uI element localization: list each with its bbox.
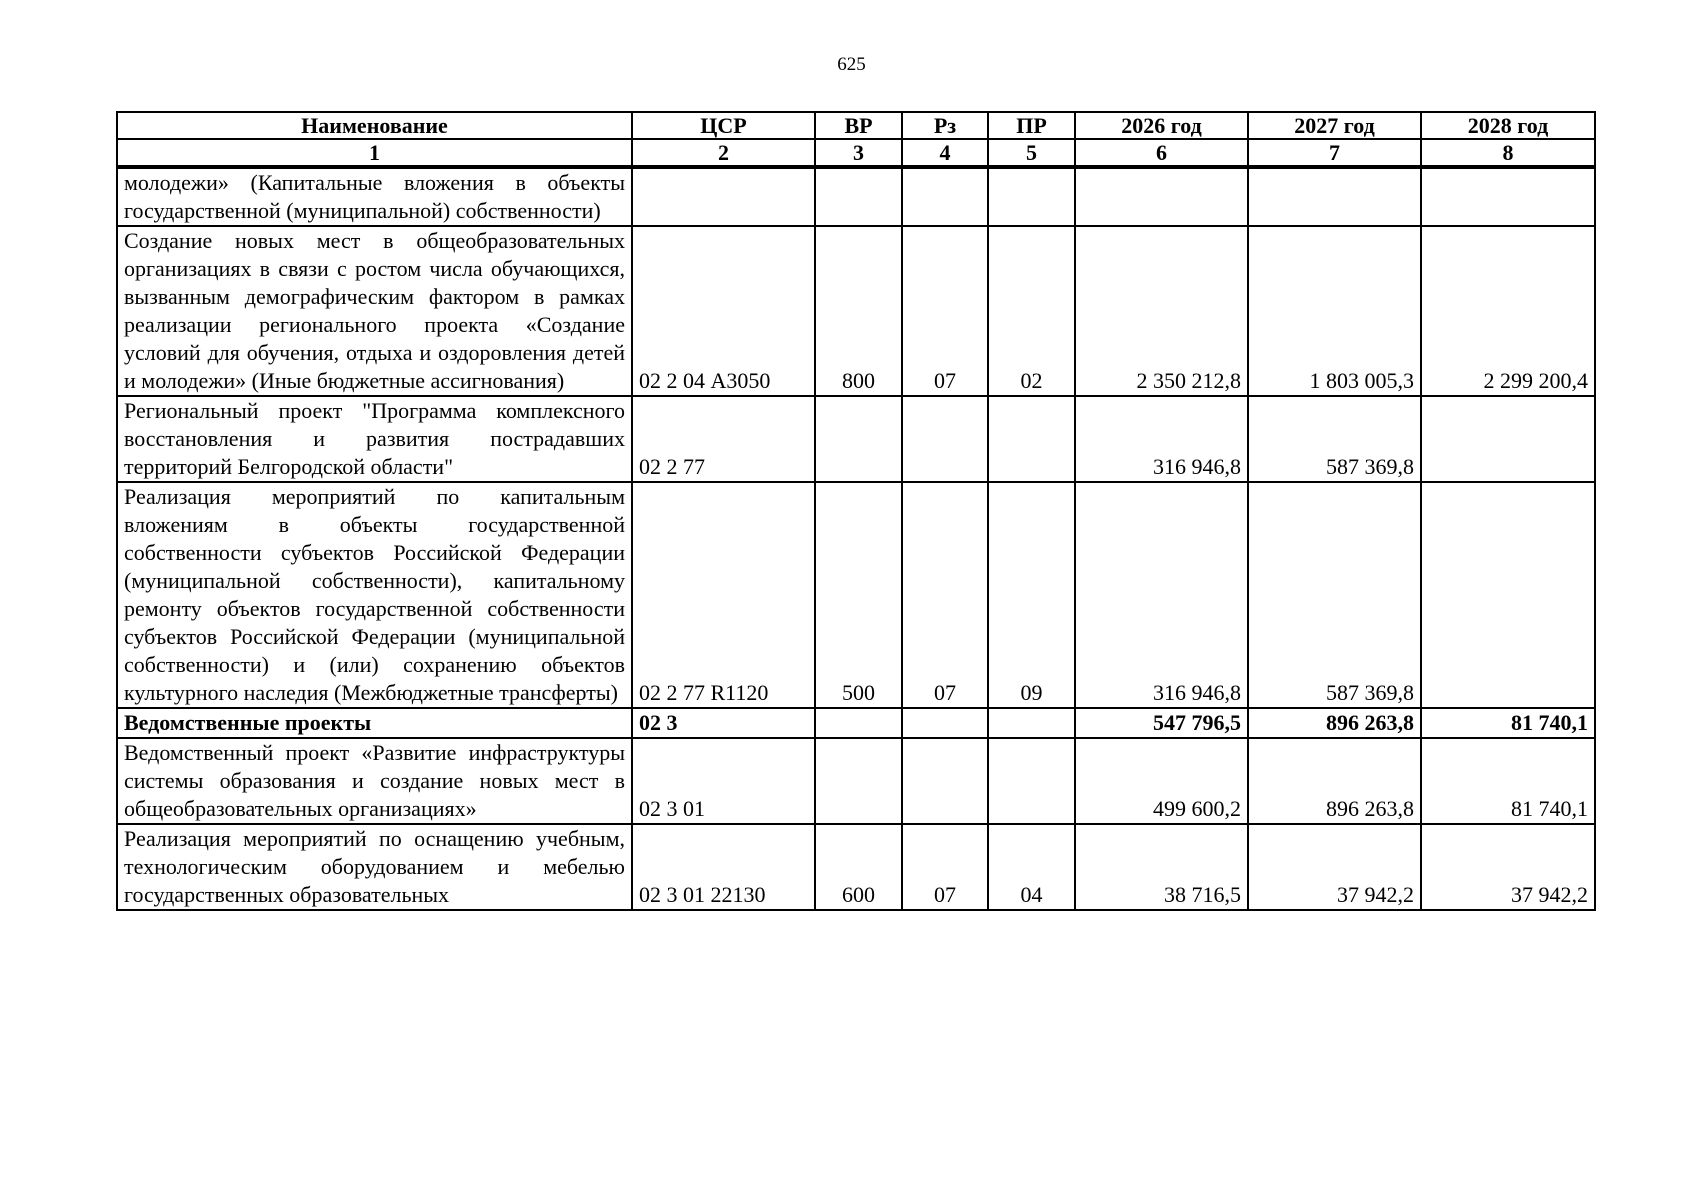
cell-rz: 07 (902, 482, 988, 708)
cell-pr (988, 738, 1075, 824)
cell-2028: 81 740,1 (1421, 708, 1595, 738)
header-2027: 2027 год (1248, 112, 1421, 139)
cell-pr: 02 (988, 226, 1075, 396)
cell-2026 (1075, 167, 1248, 226)
column-number: 7 (1248, 139, 1421, 167)
cell-rz (902, 167, 988, 226)
cell-pr (988, 708, 1075, 738)
cell-csr (632, 167, 815, 226)
cell-rz: 07 (902, 226, 988, 396)
header-vr: ВР (815, 112, 902, 139)
cell-vr: 500 (815, 482, 902, 708)
cell-2028: 37 942,2 (1421, 824, 1595, 910)
table-row-section-total (117, 708, 1595, 738)
cell-2028 (1421, 396, 1595, 482)
cell-vr (815, 396, 902, 482)
cell-name: Региональный проект "Программа комплексного восстановления и развития пострадавших территорий Белгородской области" (117, 396, 632, 482)
cell-csr: 02 2 04 А3050 (632, 226, 815, 396)
table-row (117, 226, 1595, 396)
cell-2027 (1248, 167, 1421, 226)
header-row (117, 112, 1595, 139)
cell-2026: 316 946,8 (1075, 396, 1248, 482)
cell-vr (815, 708, 902, 738)
cell-2027: 587 369,8 (1248, 396, 1421, 482)
column-number-row (117, 139, 1595, 167)
page-number: 625 (837, 54, 866, 75)
cell-vr: 800 (815, 226, 902, 396)
cell-2026: 547 796,5 (1075, 708, 1248, 738)
cell-2027: 587 369,8 (1248, 482, 1421, 708)
table-row (117, 738, 1595, 824)
header-2026: 2026 год (1075, 112, 1248, 139)
cell-vr (815, 738, 902, 824)
cell-2026: 499 600,2 (1075, 738, 1248, 824)
cell-2028: 81 740,1 (1421, 738, 1595, 824)
column-number: 4 (902, 139, 988, 167)
cell-csr: 02 3 01 22130 (632, 824, 815, 910)
cell-csr: 02 2 77 (632, 396, 815, 482)
header-pr: ПР (988, 112, 1075, 139)
table-row (117, 167, 1595, 226)
cell-rz (902, 738, 988, 824)
cell-2028: 2 299 200,4 (1421, 226, 1595, 396)
cell-name: молодежи» (Капитальные вложения в объекты государственной (муниципальной) собственности) (117, 167, 632, 226)
column-number: 5 (988, 139, 1075, 167)
table-row (117, 396, 1595, 482)
cell-pr (988, 167, 1075, 226)
cell-2026: 316 946,8 (1075, 482, 1248, 708)
cell-csr: 02 3 (632, 708, 815, 738)
cell-2027: 896 263,8 (1248, 738, 1421, 824)
header-2028: 2028 год (1421, 112, 1595, 139)
column-number: 1 (117, 139, 632, 167)
column-number: 3 (815, 139, 902, 167)
cell-pr (988, 396, 1075, 482)
budget-table (116, 111, 1596, 911)
column-number: 8 (1421, 139, 1595, 167)
cell-2028 (1421, 167, 1595, 226)
cell-name: Ведомственные проекты (117, 708, 632, 738)
cell-rz (902, 708, 988, 738)
cell-csr: 02 2 77 R1120 (632, 482, 815, 708)
cell-vr: 600 (815, 824, 902, 910)
cell-2028 (1421, 482, 1595, 708)
cell-rz: 07 (902, 824, 988, 910)
column-number: 2 (632, 139, 815, 167)
cell-name: Реализация мероприятий по капитальным вложениям в объекты государственной собственности субъектов Российской Федерации (муниципальной собственности), капитальному ремонту объектов государственной собственности субъектов Российской Федерации (муниципальной собственности) и (или) сохранению объектов культурного наследия (Межбюджетные трансферты) (117, 482, 632, 708)
column-number: 6 (1075, 139, 1248, 167)
header-name: Наименование (117, 112, 632, 139)
cell-2026: 38 716,5 (1075, 824, 1248, 910)
table-row (117, 482, 1595, 708)
cell-name: Ведомственный проект «Развитие инфраструктуры системы образования и создание новых мест в общеобразовательных организациях» (117, 738, 632, 824)
cell-name: Создание новых мест в общеобразовательных организациях в связи с ростом числа обучающихся, вызванным демографическим фактором в рамках реализации регионального проекта «Создание условий для обучения, отдыха и оздоровления детей и молодежи» (Иные бюджетные ассигнования) (117, 226, 632, 396)
header-csr: ЦСР (632, 112, 815, 139)
cell-2027: 896 263,8 (1248, 708, 1421, 738)
header-rz: Рз (902, 112, 988, 139)
cell-2027: 1 803 005,3 (1248, 226, 1421, 396)
cell-rz (902, 396, 988, 482)
cell-vr (815, 167, 902, 226)
table-row (117, 824, 1595, 910)
cell-csr: 02 3 01 (632, 738, 815, 824)
cell-2026: 2 350 212,8 (1075, 226, 1248, 396)
cell-pr: 04 (988, 824, 1075, 910)
cell-name: Реализация мероприятий по оснащению учебным, технологическим оборудованием и мебелью государственных образовательных (117, 824, 632, 910)
cell-pr: 09 (988, 482, 1075, 708)
cell-2027: 37 942,2 (1248, 824, 1421, 910)
